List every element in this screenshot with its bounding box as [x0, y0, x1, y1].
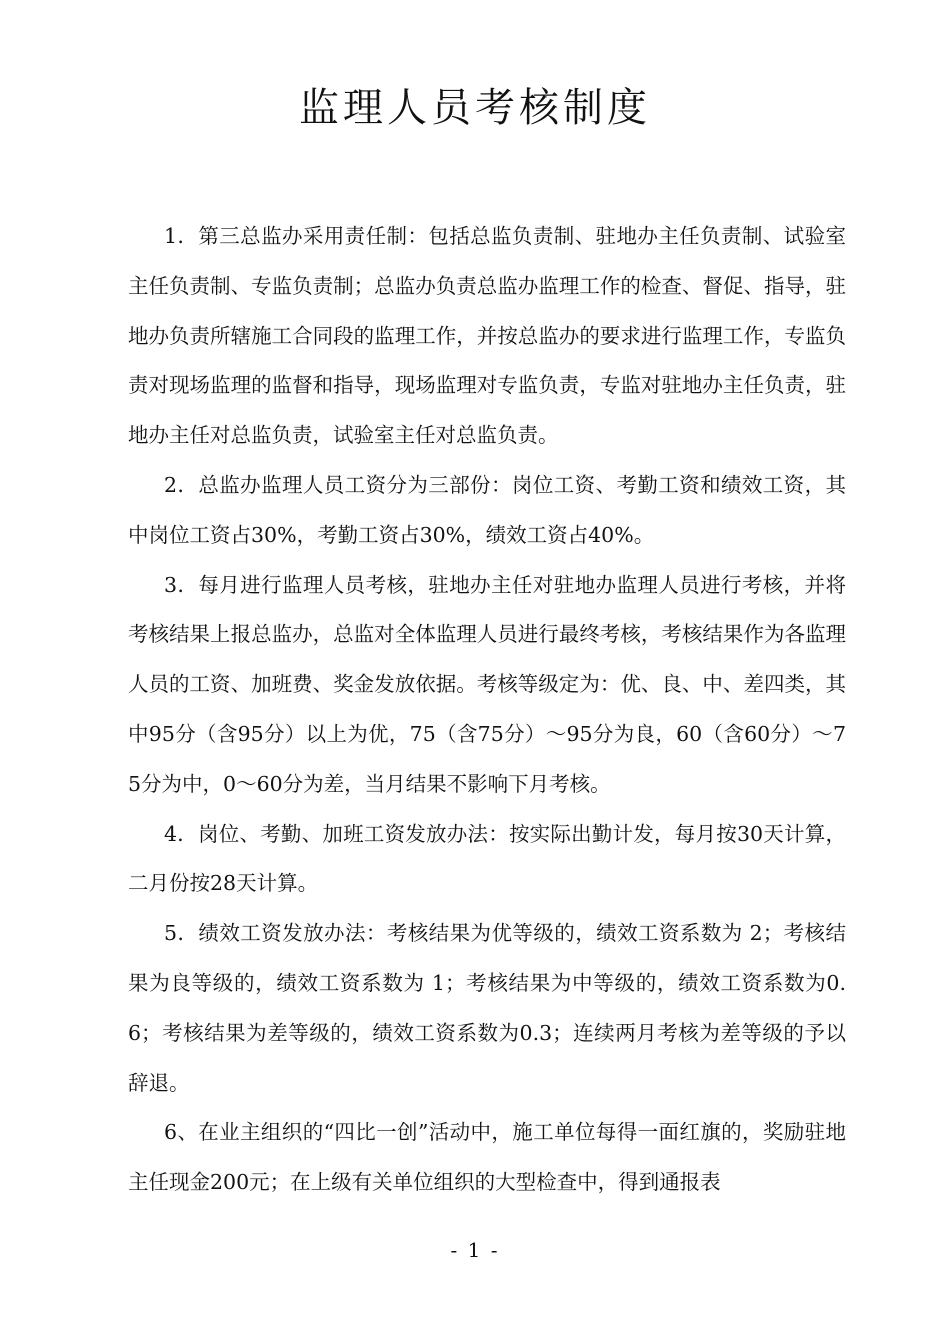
paragraph-3: 3．每月进行监理人员考核，驻地办主任对驻地办监理人员进行考核，并将考核结果上报总监办，总监对全体监理人员进行最终考核，考核结果作为各监理人员的工资、加班费、奖金发放依据。考核等级定为：优、良、中、差四类，其中95分（含95分）以上为优，75（含75分）～95分为良，60（含60分）～75分为中，0～60分为差，当月结果不影响下月考核。 — [128, 572, 846, 796]
document-title: 监理人员考核制度 — [299, 85, 651, 131]
paragraph-1: 1．第三总监办采用责任制：包括总监负责制、驻地办主任负责制、试验室主任负责制、专监负责制；总监办负责总监办监理工作的检查、督促、指导，驻地办负责所辖施工合同段的监理工作，并按总监办的要求进行监理工作，专监负责对现场监理的监督和指导，现场监理对专监负责，专监对驻地办主任负责，驻地办主任对总监负责，试验室主任对总监负责。 — [128, 224, 846, 448]
paragraph-4: 4．岗位、考勤、加班工资发放办法：按实际出勤计发，每月按30天计算，二月份按28天计算。 — [128, 821, 846, 896]
paragraph-2: 2．总监办监理人员工资分为三部份：岗位工资、考勤工资和绩效工资，其中岗位工资占30%，考勤工资占30%，绩效工资占40%。 — [128, 472, 846, 547]
paragraph-5: 5．绩效工资发放办法：考核结果为优等级的，绩效工资系数为 2；考核结果为良等级的，绩效工资系数为 1；考核结果为中等级的，绩效工资系数为0.6；考核结果为差等级的，绩效工资系数为0.3；连续两月考核为差等级的予以辞退。 — [128, 921, 846, 1095]
page-number: - 1 - — [450, 1238, 500, 1262]
paragraph-6: 6、在业主组织的“四比一创”活动中，施工单位每得一面红旗的，奖励驻地主任现金200元；在上级有关单位组织的大型检查中，得到通报表 — [128, 1120, 846, 1195]
document-body — [128, 212, 846, 1208]
